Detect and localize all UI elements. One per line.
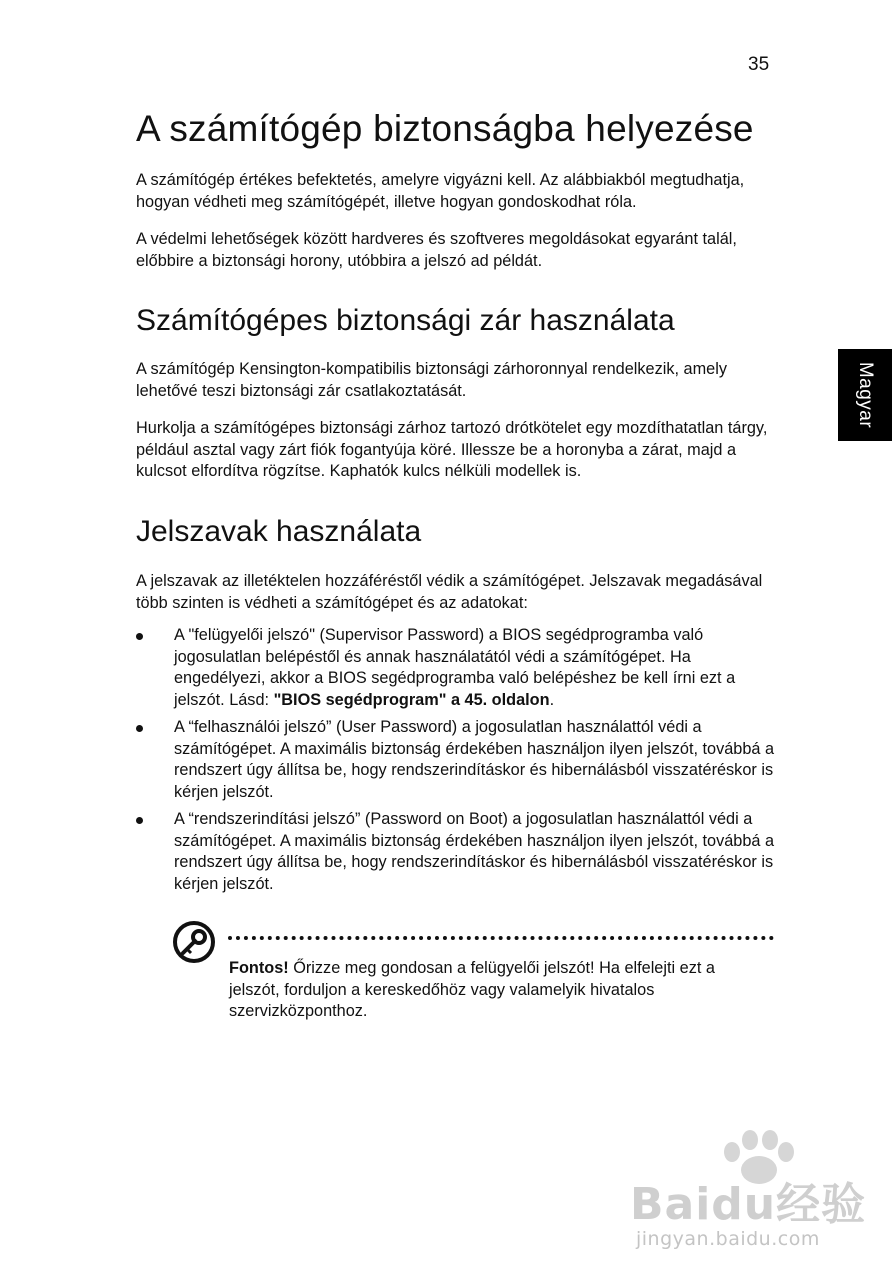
page-number: 35 <box>748 54 770 75</box>
bullet-icon <box>136 817 143 824</box>
list-item <box>136 625 786 711</box>
list-item-text: A "felügyelői jelszó" (Supervisor Password) a BIOS segédprogramba való jogosulatlan belépéstől és annak használatától védi a számítógépet. Ha engedélyezi, akkor a BIOS segédprogramba való belépéshez be kell írni ezt a jelszót. Lásd: <box>174 626 736 709</box>
bullet-icon <box>136 633 143 640</box>
list-item <box>136 809 786 895</box>
bullet-icon <box>136 725 143 732</box>
language-tab <box>838 349 892 441</box>
list-item <box>136 717 786 803</box>
watermark-logo-text: Baidu经验 <box>630 1179 867 1230</box>
key-icon <box>172 920 216 964</box>
note-label: Fontos! <box>229 959 289 977</box>
passwords-intro: A jelszavak az illetéktelen hozzáféréstől védik a számítógépet. Jelszavak megadásával több szinten is védheti a számítógépet és az adatokat: <box>136 572 763 612</box>
language-tab-label: Magyar <box>855 361 877 429</box>
list-item-text: A “felhasználói jelszó” (User Password) a jogosulatlan használattól védi a számítógépet. A maximális biztonság érdekében használjon ilyen jelszót, továbbá a rendszert úgy állítsa be, hogy rendszerindításkor és hibernálásból visszatéréskor is kérjen jelszót. <box>174 718 775 801</box>
bios-cross-reference: "BIOS segédprogram" a 45. oldalon <box>273 690 550 709</box>
intro-paragraph-2: A védelmi lehetőségek között hardveres és szoftveres megoldásokat egyaránt talál, előbbire a biztonsági horony, utóbbira a jelszó ad példát. <box>136 230 737 270</box>
password-types-list <box>136 625 786 901</box>
note-divider <box>228 936 774 940</box>
lock-paragraph-2: Hurkolja a számítógépes biztonsági zárhoz tartozó drótkötelet egy mozdíthatatlan tárgy, például asztal vagy zárt fiók fogantyúja köré. Illessze be a horonyba a zárat, majd a kulcsot elfordítva rögzítse. Kaphatók kulcs nélküli modellek is. <box>136 419 768 480</box>
list-item-text: A “rendszerindítási jelszó” (Password on Boot) a jogosulatlan használattól védi a számítógépet. A maximális biztonság érdekében használjon ilyen jelszót, továbbá a rendszert úgy állítsa be, hogy rendszerindításkor és hibernálásból visszatéréskor is kérjen jelszót. <box>174 810 775 893</box>
important-note <box>229 958 769 1023</box>
lock-paragraph-1: A számítógép Kensington-kompatibilis biztonsági zárhoronnyal rendelkezik, amely lehetővé teszi biztonsági zár csatlakoztatását. <box>136 360 727 400</box>
list-item-text-end: . <box>549 690 555 709</box>
intro-paragraph-1: A számítógép értékes befektetés, amelyre vigyázni kell. Az alábbiakból megtudhatja, hogyan védheti meg számítógépét, illetve hogyan gondoskodhat róla. <box>136 171 745 211</box>
section-heading-security-lock: Számítógépes biztonsági zár használata <box>136 304 675 337</box>
note-body: Őrizze meg gondosan a felügyelői jelszót! Ha elfelejti ezt a jelszót, forduljon a kereskedőhöz vagy valamelyik hivatalos szervizközponthoz. <box>229 959 715 1020</box>
watermark <box>630 1130 870 1270</box>
watermark-url: jingyan.baidu.com <box>636 1228 820 1250</box>
page-title: A számítógép biztonságba helyezése <box>136 108 754 149</box>
section-heading-passwords: Jelszavak használata <box>136 515 422 548</box>
